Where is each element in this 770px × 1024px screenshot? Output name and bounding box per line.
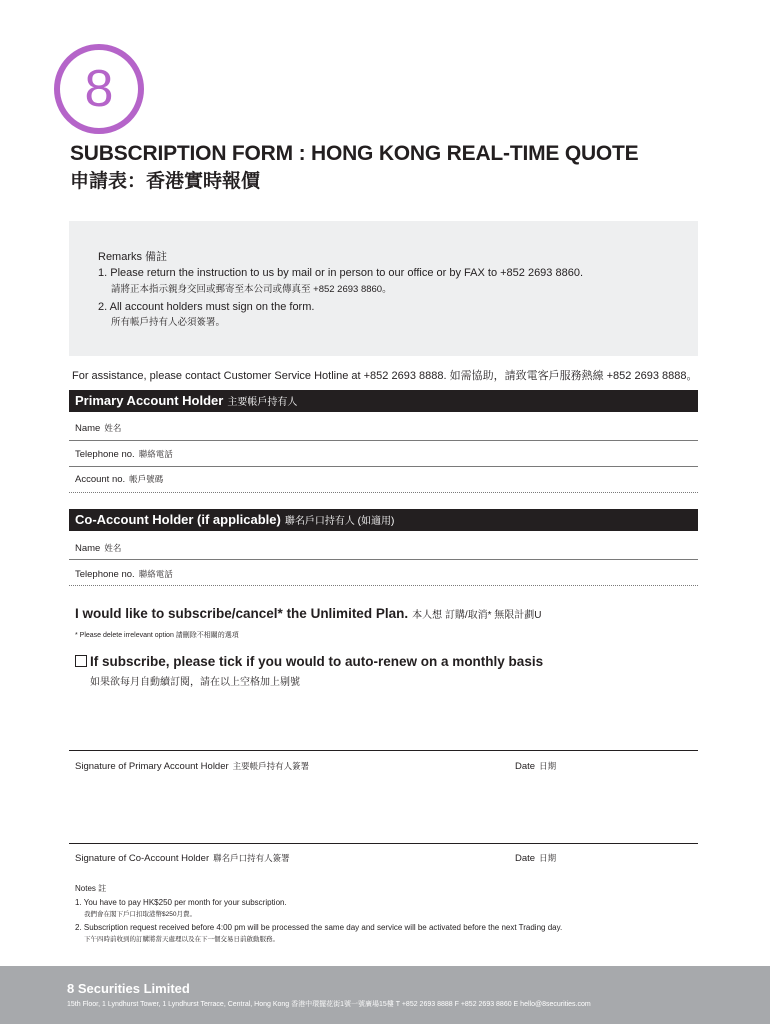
field-label-zh: 姓名 — [104, 423, 122, 433]
note-1-zh: 我們會在閣下戶口扣取港幣$250月費。 — [84, 911, 196, 918]
primary-telephone-field[interactable] — [75, 448, 173, 460]
assistance-text: For assistance, please contact Customer Service Hotline at +852 2693 8888. 如需協助，請致電客戶服務熱線 +852 2693 8888。 — [72, 370, 698, 382]
field-label: Telephone no. — [75, 449, 135, 460]
note-2-zh: 下午四時前收到的訂購將當天處理以及在下一個交易日前啟動服務。 — [84, 936, 279, 943]
remark-2-zh: 所有帳戶持有人必須簽署。 — [111, 317, 226, 328]
remarks-heading: Remarks 備註 — [98, 251, 168, 263]
co-holder-title: Co-Account Holder (if applicable) — [75, 512, 281, 527]
field-label-zh: 聯絡電話 — [138, 449, 173, 459]
primary-date-field[interactable] — [515, 760, 556, 772]
subscription-statement-en: I would like to subscribe/cancel* the Unlimited Plan. — [75, 606, 409, 621]
date-label: Date — [515, 853, 536, 864]
field-label: Name — [75, 423, 101, 434]
auto-renew-option — [75, 654, 543, 669]
subscription-statement — [75, 606, 542, 621]
co-signature-field[interactable] — [75, 852, 290, 864]
primary-holder-header — [69, 390, 698, 412]
divider — [69, 492, 698, 493]
logo-glyph: 8 — [84, 60, 114, 118]
field-label: Account no. — [75, 474, 126, 485]
note-2: 2. Subscription request received before 4:00 pm will be processed the same day and service will be activated before the next Trading day. — [75, 923, 563, 932]
field-label-zh: 姓名 — [104, 543, 122, 553]
notes-heading: Notes 註 — [75, 884, 107, 893]
signature-line-primary — [69, 750, 698, 751]
field-label-zh: 帳戶號碼 — [129, 474, 164, 484]
signature-label-zh: 聯名戶口持有人簽署 — [213, 853, 290, 863]
primary-holder-title-zh: 主要帳戶持有人 — [227, 397, 298, 408]
divider — [69, 559, 698, 560]
auto-renew-label: If subscribe, please tick if you would to auto-renew on a monthly basis — [90, 654, 544, 669]
co-holder-title-zh: 聯名戶口持有人 (如適用) — [284, 516, 395, 527]
auto-renew-checkbox[interactable] — [75, 655, 87, 667]
divider — [69, 585, 698, 586]
divider — [69, 440, 698, 441]
form-title-zh: 申請表：香港實時報價 — [70, 171, 261, 192]
date-label-zh: 日期 — [539, 853, 557, 863]
footer-company: 8 Securities Limited — [67, 981, 190, 996]
divider — [69, 466, 698, 467]
signature-label: Signature of Primary Account Holder — [75, 761, 229, 772]
auto-renew-label-zh: 如果欲每月自動續訂閱，請在以上空格加上剔號 — [90, 677, 300, 688]
co-date-field[interactable] — [515, 852, 556, 864]
field-label-zh: 聯絡電話 — [138, 569, 173, 579]
remarks-box — [69, 221, 698, 356]
form-title: SUBSCRIPTION FORM : HONG KONG REAL-TIME QUOTE — [70, 142, 639, 165]
remark-1: 1. Please return the instruction to us by mail or in person to our office or by FAX to +852 2693 8860. — [98, 267, 583, 279]
note-1: 1. You have to pay HK$250 per month for your subscription. — [75, 898, 287, 907]
remark-2: 2. All account holders must sign on the form. — [98, 301, 315, 313]
field-label: Telephone no. — [75, 569, 135, 580]
date-label-zh: 日期 — [539, 761, 557, 771]
primary-signature-field[interactable] — [75, 760, 309, 772]
signature-label: Signature of Co-Account Holder — [75, 853, 210, 864]
signature-line-co — [69, 843, 698, 844]
primary-name-field[interactable] — [75, 422, 121, 434]
co-telephone-field[interactable] — [75, 568, 173, 580]
co-holder-header — [69, 509, 698, 531]
footer — [0, 966, 770, 1024]
company-logo — [52, 42, 146, 136]
remark-1-zh: 請將正本指示親身交回或郵寄至本公司或傳真至 +852 2693 8860。 — [111, 284, 392, 295]
primary-account-field[interactable] — [75, 473, 163, 485]
co-name-field[interactable] — [75, 542, 121, 554]
field-label: Name — [75, 543, 101, 554]
signature-label-zh: 主要帳戶持有人簽署 — [232, 761, 310, 771]
subscription-statement-zh: 本人想 訂購/取消* 無限計劃U — [412, 610, 542, 621]
date-label: Date — [515, 761, 536, 772]
delete-option-note: * Please delete irrelevant option 請刪除不相關的選項 — [75, 632, 239, 639]
footer-address: 15th Floor, 1 Lyndhurst Tower, 1 Lyndhurst Terrace, Central, Hong Kong 香港中環擺花街1號一號廣場15樓 T +852 2693 8888 F +852 2693 8860 E hello@8securities.com — [67, 1001, 591, 1008]
primary-holder-title: Primary Account Holder — [75, 393, 224, 408]
